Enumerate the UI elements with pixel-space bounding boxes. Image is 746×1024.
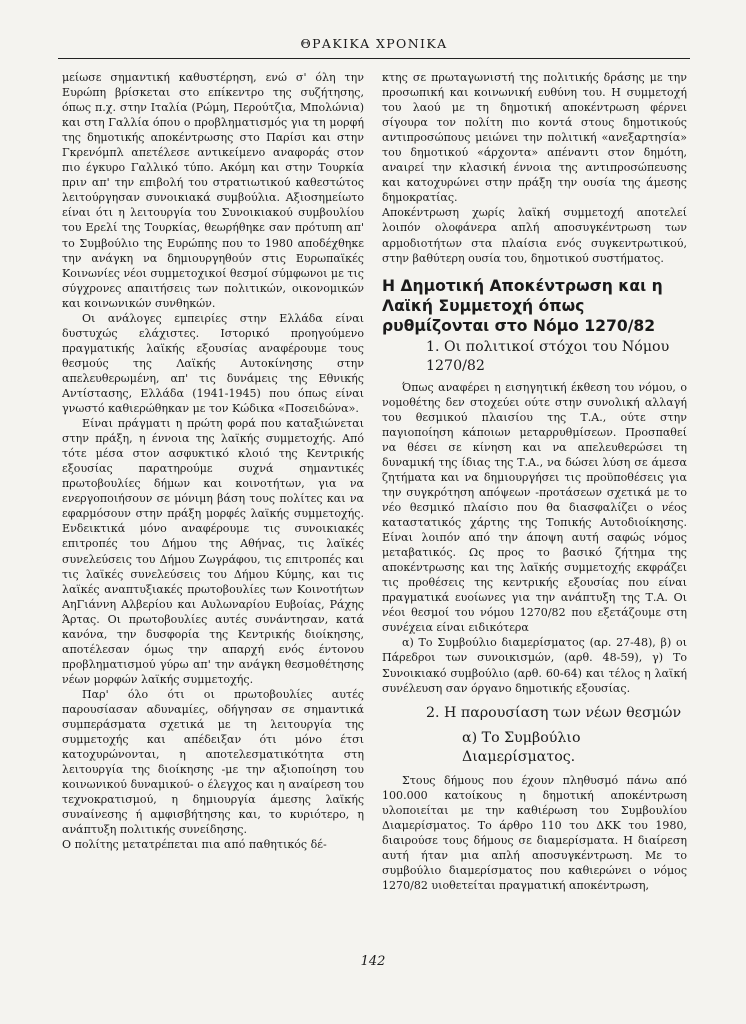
paragraph: μείωσε σημαντική καθυστέρηση, ενώ σ' όλη την Ευρώπη βρίσκεται στο επίκεντρο της συζήτησης, όπως π.χ. στην Ιταλία (Ρώμη, Περούτζια, Μπολώνια) και στη Γαλλία όπου ο προβληματισμός για τη μορφή της δημοτικής αποκέντρωσης στο Παρίσι και στην Γκρενόμπλ απετέλεσε αντικείμενο αναφοράς στον πιο έγκυρο Γαλλικό τύπο. Ακόμη και στην Τουρκία πριν απ' την επιβολή του στρατιωτικού καθεστώτος λειτούργησαν συνοικιακά συμβούλια. Αξιοσημείωτο είναι ότι η λειτουργία του Συνοικιακού συμβουλίου του Ερελί της Τουρκίας, θεωρήθηκε σαν πρότυπη απ' το Συμβούλιο της Ευρώπης που το 1980 αποδέχθηκε την ανάγκη να δημιουργηθούν στις Ευρωπαϊκές Κοινωνίες νέοι συμμετοχικοί θεσμοί σύμφωνοι με τις σύγχρονες απαιτήσεις των πολιτικών, οικονομικών και κοινωνικών συνθηκών.: [62, 71, 364, 310]
subsection-heading: α) Το Συμβούλιο Διαμερίσματος.: [462, 729, 581, 765]
running-header: ΘΡΑΚΙΚΑ ΧΡΟΝΙΚΑ: [58, 36, 690, 59]
subsection-heading: 2. Η παρουσίαση των νέων θεσμών: [426, 704, 682, 721]
paragraph: α) Το Συμβούλιο διαμερίσματος (αρ. 27-48), β) οι Πάρεδροι των συνοικισμών, (αρθ. 48-59), γ) Το Συνοικιακό συμβούλιο (αρθ. 60-64) και τέλος η λαϊκή συνέλευση σαν όργανο δημοτικής εξουσίας.: [382, 636, 687, 695]
paragraph: Παρ' όλο ότι οι πρωτοβουλίες αυτές παρουσίασαν αδυναμίες, οδήγησαν σε σημαντικά συμπεράσματα σχετικά με τη λειτουργία της συμμετοχής και απέδειξαν ότι μόνο έτσι κατοχυρώνονται, η αποτελεσματικότητα στη λειτουργία της διοίκησης -με την αξιοποίηση του κοινωνικού δυναμικού- ο έλεγχος και η αναίρεση του τεχνοκρατισμού, η δημιουργία άμεσης λαϊκής συναίνεσης ή αμφισβήτησης και, το κυριότερο, η ανάπτυξη πολιτικής συνείδησης.: [62, 687, 364, 837]
paragraph: Αποκέντρωση χωρίς λαϊκή συμμετοχή αποτελεί λοιπόν ολοφάνερα απλή αποσυγκέντρωση των αρμοδιοτήτων στα πλαίσια ενός συγκεντρωτικού, στην βαθύτερη ουσία του, δημοτικού συστήματος.: [382, 206, 687, 265]
right-column: [382, 70, 687, 893]
paragraph: Όπως αναφέρει η εισηγητική έκθεση του νόμου, ο νομοθέτης δεν στοχεύει ούτε στην συνολική αλλαγή του θεσμικού πλαισίου της Τ.Α., ούτε στην παγιοποίηση κάποιων μεταρρυθμίσεων. Προσπαθεί να θέσει σε κίνηση και να απελευθερώσει τη δυναμική της ίδιας της Τ.Α., να δώσει λύση σε άμεσα ζητήματα και να δημιουργήσει τις προϋποθέσεις για την συγκρότηση απόψεων -προτάσεων σχετικά με το νέο θεσμικό πλαίσιο που θα διασφαλίζει ο νέος καταστατικός χάρτης της Τοπικής Αυτοδιοίκησης. Είναι λοιπόν από την άποψη αυτή σαφώς νόμος μεταβατικός. Ως προς το βασικό ζήτημα της αποκέντρωσης και της λαϊκής συμμετοχής εκφράζει τις προθέσεις της κεντρικής εξουσίας που είναι πραγματικά ευοίωνες για την ανάπτυξη της Τ.Α. Οι νέοι θεσμοί του νόμου 1270/82 που εξετάζουμε στη συνέχεια είναι ειδικότερα: [382, 380, 687, 635]
paragraph: Είναι πράγματι η πρώτη φορά που καταξιώνεται στην πράξη, η έννοια της λαϊκής συμμετοχής. Από τότε μέσα στον ασφυκτικό κλοιό της Κεντρικής εξουσίας παρατηρούμε συχνά σημαντικές πρωτοβουλίες δήμων και κοινοτήτων, για να ενεργοποιήσουν σε μόνιμη βάση τους πολίτες και να εφαρμόσουν στην πράξη μορφές λαϊκής συμμετοχής. Ενδεικτικά μόνο αναφέρουμε τις συνοικιακές επιτροπές του Δήμου της Αθήνας, τις λαϊκές συνελεύσεις του Δήμου Ζωγράφου, τις επιτροπές και τις λαϊκές συνελεύσεις του Δήμου Κύμης, και τις λαϊκές αναπτυξιακές πρωτοβουλίες των Κοινοτήτων ΑηΓιάννη Αλβερίου και Αυλωναρίου Ευβοίας, Ράχης Άρτας. Οι πρωτοβουλίες αυτές συνάντησαν, κατά κανόνα, την δυσφορία της Κεντρικής διοίκησης, αποτέλεσαν όμως την απαρχή ενός έντονου προβληματισμού γύρω απ' την ανάγκη θεσμοθέτησης νέων μορφών λαϊκής συμμετοχής.: [62, 417, 364, 686]
section-heading: Η Δημοτική Αποκέντρωση και η Λαϊκή Συμμετοχή όπως ρυθμίζονται στο Νόμο 1270/82: [382, 276, 663, 335]
paragraph: Οι ανάλογες εμπειρίες στην Ελλάδα είναι δυστυχώς ελάχιστες. Ιστορικό προηγούμενο πραγματικής λαϊκής εξουσίας αναφέρουμε τους θεσμούς της Λαϊκής Αυτοκίνησης στην απελευθερωμένη, απ' τις δυνάμεις της Εθνικής Αντίστασης, Ελλάδα (1941-1945) που όπως είναι γνωστό καθιερώθηκαν με τον Κώδικα «Ποσειδώνα».: [62, 311, 364, 416]
paragraph: Ο πολίτης μετατρέπεται πια από παθητικός δέ-: [62, 838, 327, 852]
paragraph: Στους δήμους που έχουν πληθυσμό πάνω από 100.000 κατοίκους η δημοτική αποκέντρωση υλοποιείται με την καθιέρωση του Συμβουλίου Διαμερίσματος. Το άρθρο 110 του ΔΚΚ του 1980, διαιρούσε τους δήμους σε διαμερίσματα. Η διαίρεση αυτή ήταν μια απλή αποσυγκέντρωση. Με το συμβούλιο διαμερίσματος που καθιερώνει ο νόμος 1270/82 υιοθετείται πραγματική αποκέντρωση,: [382, 773, 687, 892]
paragraph: κτης σε πρωταγωνιστή της πολιτικής δράσης με την προσωπική και κοινωνική ευθύνη του. Η συμμετοχή του λαού με τη δημοτική αποκέντρωση φέρνει σίγουρα τον πολίτη πιο κοντά στους δημοτικούς αντιπροσώπους μειώνει την πολιτική «ανεξαρτησία» του δημοτικού «άρχοντα» απέναντι στον δημότη, αναιρεί την κλασική έννοια της αντιπροσώπευσης και κατοχυρώνει στην πράξη την ουσία της άμεσης δημοκρατίας.: [382, 71, 687, 205]
left-column: [62, 70, 364, 852]
page-number: 142: [360, 954, 386, 969]
subsection-heading: 1. Οι πολιτικοί στόχοι του Νόμου 1270/82: [426, 338, 670, 374]
